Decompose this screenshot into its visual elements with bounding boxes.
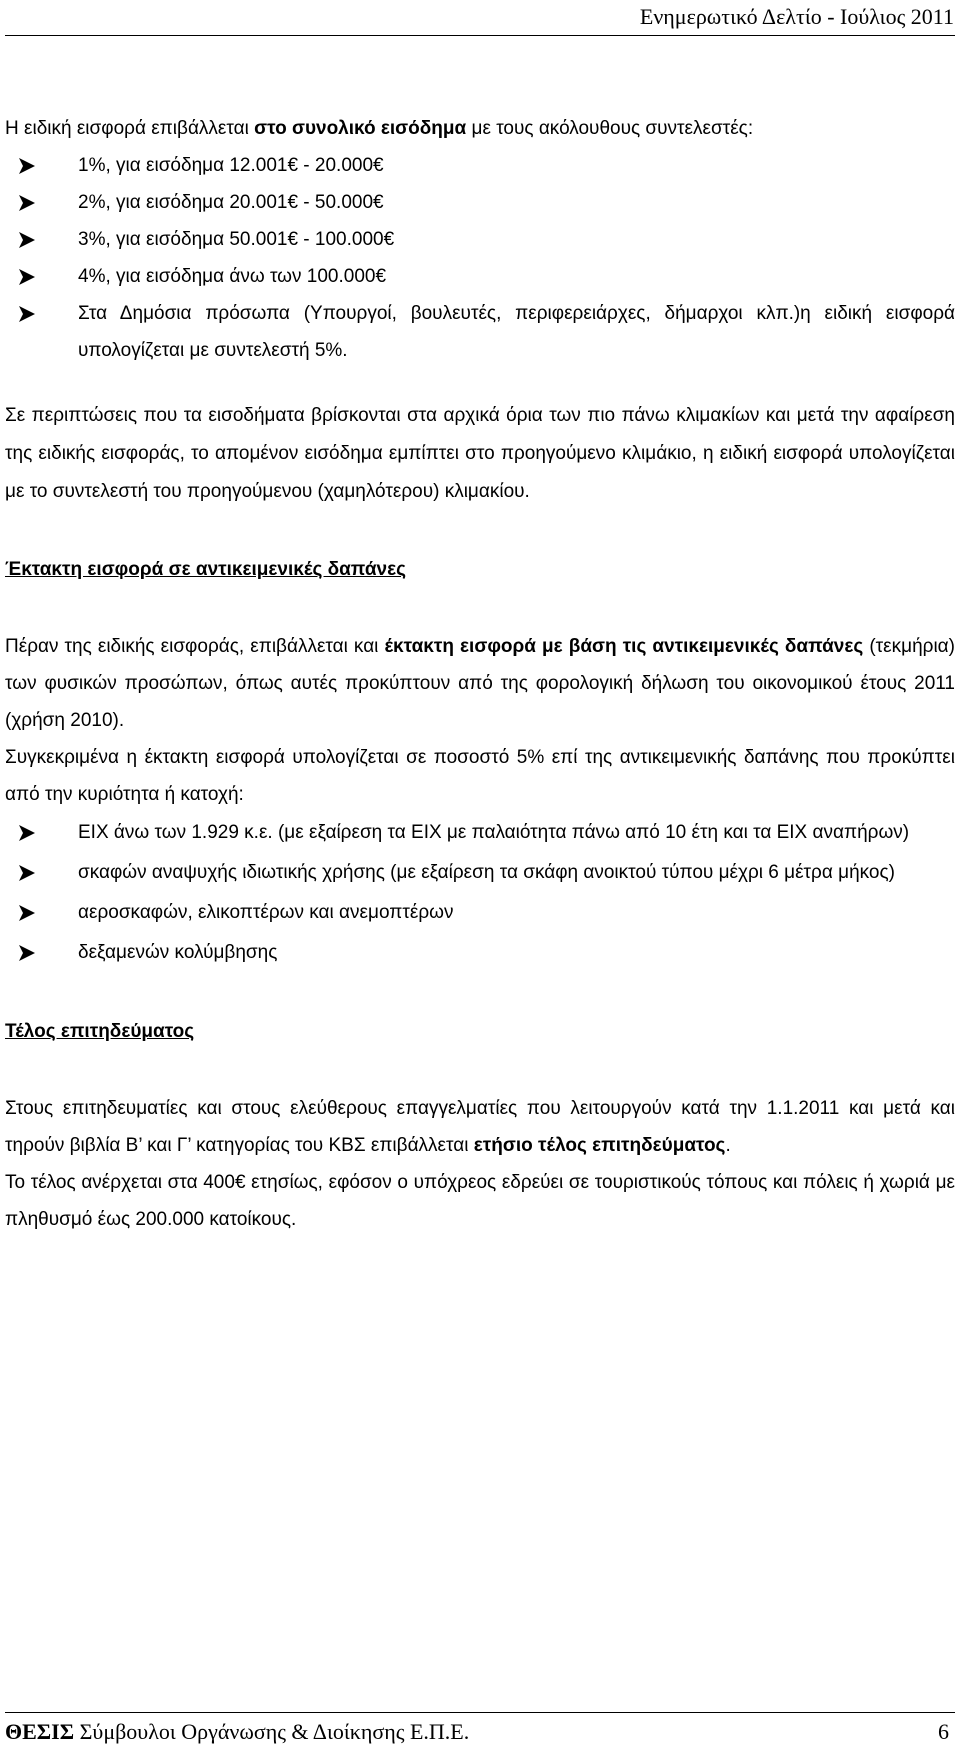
expense-list [5,813,955,973]
header-divider [5,35,955,36]
arrow-bullet-icon [18,865,35,881]
arrow-bullet-icon [18,195,35,211]
list-item: 2%, για εισόδημα 20.001€ - 50.000€ [5,184,955,221]
list-item: δεξαμενών κολύμβησης [5,933,955,973]
section3-paragraph-2: Το τέλος ανέρχεται στα 400€ ετησίως, εφόσον ο υπόχρεος εδρεύει σε τουριστικούς τόπους και πόλεις ή χωριά με πληθυσμό έως 200.000 κατοίκους. [5,1172,955,1230]
section2-emphasis: έκτακτη εισφορά με βάση τις αντικειμενικές δαπάνες [384,636,864,657]
list-item: 1%, για εισόδημα 12.001€ - 20.000€ [5,147,955,184]
section2-heading: Έκτακτη εισφορά σε αντικειμενικές δαπάνες [5,559,406,580]
section3-paragraph-1: Στους επιτηδευματίες και στους ελεύθερους επαγγελματίες που λειτουργούν κατά την 1.1.2011 και μετά και τηρούν βιβλία Β’ και Γ’ κατηγορίας του ΚΒΣ επιβάλλεται ετήσιο τέλος επιτηδεύματος. [5,1098,955,1156]
arrow-bullet-icon [18,269,35,285]
arrow-bullet-icon [18,825,35,841]
section1-intro-emphasis: στο συνολικό εισόδημα [254,118,467,139]
footer-divider [5,1712,955,1713]
list-item: 3%, για εισόδημα 50.001€ - 100.000€ [5,221,955,258]
section2-paragraph-1: Πέραν της ειδικής εισφοράς, επιβάλλεται και έκτακτη εισφορά με βάση τις αντικειμενικές δαπάνες (τεκμήρια) των φυσικών προσώπων, όπως αυτές προκύπτουν από της φορολογική δήλωση του οικονομικού έτους 2011 (χρήση 2010). [5,636,955,731]
arrow-bullet-icon [18,232,35,248]
footer-brand: ΘΕΣΙΣ [5,1719,75,1744]
list-item: Στα Δημόσια πρόσωπα (Υπουργοί, βουλευτές, περιφερειάρχες, δήμαρχοι κλπ.)η ειδική εισφορά υπολογίζεται με συντελεστή 5%. [5,295,955,369]
section3-emphasis: ετήσιο τέλος επιτηδεύματος [473,1135,726,1156]
page-number: 6 [938,1719,949,1744]
arrow-bullet-icon [18,945,35,961]
list-item: σκαφών αναψυχής ιδιωτικής χρήσης (με εξαίρεση τα σκάφη ανοικτού τύπου μέχρι 6 μέτρα μήκος) [5,853,955,893]
list-item: 4%, για εισόδημα άνω των 100.000€ [5,258,955,295]
header-title: Ενημερωτικό Δελτίο - Ιούλιος 2011 [639,4,954,29]
arrow-bullet-icon [18,905,35,921]
section3-heading: Τέλος επιτηδεύματος [5,1021,195,1042]
footer [5,1717,955,1747]
section1-paragraph: Σε περιπτώσεις που τα εισοδήματα βρίσκονται στα αρχικά όρια των πιο πάνω κλιμακίων και μετά την αφαίρεση της ειδικής εισφοράς, το απομένον εισόδημα εμπίπτει στο προηγούμενο κλιμάκιο, η ειδική εισφορά υπολογίζεται με το συντελεστή του προηγούμενου (χαμηλότερου) κλιμακίου. [5,405,955,502]
arrow-bullet-icon [18,306,35,322]
list-item: αεροσκαφών, ελικοπτέρων και ανεμοπτέρων [5,893,955,933]
section1-intro: Η ειδική εισφορά επιβάλλεται στο συνολικό εισόδημα με τους ακόλουθους συντελεστές: [5,118,754,139]
list-item: ΕΙΧ άνω των 1.929 κ.ε. (με εξαίρεση τα ΕΙΧ με παλαιότητα πάνω από 10 έτη και τα ΕΙΧ αναπήρων) [5,813,955,853]
section2-paragraph-2: Συγκεκριμένα η έκτακτη εισφορά υπολογίζεται σε ποσοστό 5% επί της αντικειμενικής δαπάνης που προκύπτει από την κυριότητα ή κατοχή: [5,747,955,805]
footer-company: Σύμβουλοι Οργάνωσης & Διοίκησης Ε.Π.Ε. [74,1719,470,1744]
document-body [5,110,955,1238]
rate-list [5,147,955,369]
arrow-bullet-icon [18,158,35,174]
